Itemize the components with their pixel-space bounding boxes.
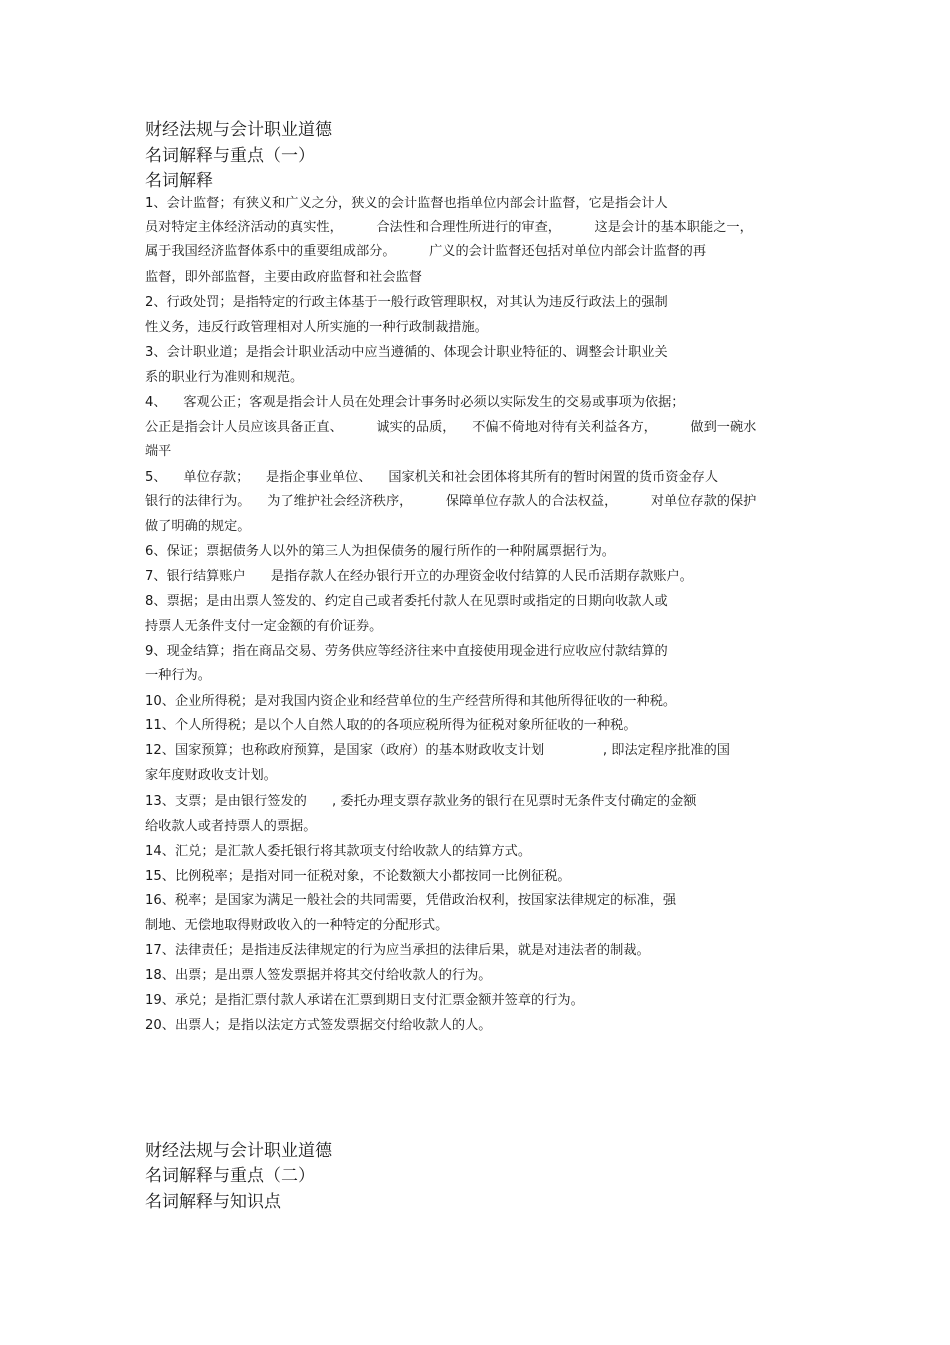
- section1-heading: 名词解释: [145, 171, 213, 191]
- section2-subtitle: 名词解释与重点（二）: [145, 1166, 315, 1186]
- body-line: 制地、无偿地取得财政收入的一种特定的分配形式。: [145, 918, 449, 933]
- body-line: 监督，即外部监督，主要由政府监督和社会监督: [145, 270, 422, 285]
- body-line: 性义务，违反行政管理相对人所实施的一种行政制裁措施。: [145, 320, 488, 335]
- body-line: 1、会计监督；有狭义和广义之分，狭义的会计监督也指单位内部会计监督，它是指会计人: [145, 196, 668, 211]
- body-line: 银行的法律行为。 为了维护社会经济秩序， 保障单位存款人的合法权益， 对单位存款的保护: [145, 494, 757, 509]
- body-line: 端平: [145, 444, 172, 459]
- body-line: 做了明确的规定。: [145, 519, 251, 534]
- body-line: 7、银行结算账户 是指存款人在经办银行开立的办理资金收付结算的人民币活期存款账户。: [145, 569, 693, 584]
- body-line: 系的职业行为准则和规范。: [145, 370, 304, 385]
- body-line: 家年度财政收支计划。: [145, 768, 277, 783]
- body-line: 属于我国经济监督体系中的重要组成部分。 广义的会计监督还包括对单位内部会计监督的再: [145, 244, 707, 259]
- body-line: 17、法律责任；是指违反法律规定的行为应当承担的法律后果，就是对违法者的制裁。: [145, 943, 650, 958]
- body-line: 18、出票；是出票人签发票据并将其交付给收款人的行为。: [145, 968, 492, 983]
- body-line: 20、出票人；是指以法定方式签发票据交付给收款人的人。: [145, 1018, 492, 1033]
- body-line: 16、税率；是国家为满足一般社会的共同需要，凭借政治权利，按国家法律规定的标准，强: [145, 893, 677, 908]
- section1-subtitle: 名词解释与重点（一）: [145, 146, 315, 166]
- body-line: 2、行政处罚；是指特定的行政主体基于一般行政管理职权，对其认为违反行政法上的强制: [145, 295, 668, 310]
- body-line: 15、比例税率；是指对同一征税对象，不论数额大小都按同一比例征税。: [145, 869, 571, 884]
- body-line: 3、会计职业道；是指会计职业活动中应当遵循的、体现会计职业特征的、调整会计职业关: [145, 345, 668, 360]
- body-line: 持票人无条件支付一定金额的有价证券。: [145, 619, 383, 634]
- section1-title: 财经法规与会计职业道德: [145, 120, 332, 140]
- body-line: 给收款人或者持票人的票据。: [145, 819, 317, 834]
- body-line: 12、国家预算；也称政府预算，是国家（政府）的基本财政收支计划 , 即法定程序批准的国: [145, 743, 730, 758]
- section2-title: 财经法规与会计职业道德: [145, 1141, 332, 1161]
- body-line: 19、承兑；是指汇票付款人承诺在汇票到期日支付汇票金额并签章的行为。: [145, 993, 584, 1008]
- body-line: 4、 客观公正；客观是指会计人员在处理会计事务时必须以实际发生的交易或事项为依据；: [145, 395, 685, 410]
- body-line: 5、 单位存款； 是指企事业单位、 国家机关和社会团体将其所有的暂时闲置的货币资金存人: [145, 470, 719, 485]
- body-line: 10、企业所得税；是对我国内资企业和经营单位的生产经营所得和其他所得征收的一种税。: [145, 694, 677, 709]
- body-line: 8、票据；是由出票人签发的、约定自己或者委托付款人在见票时或指定的日期向收款人或: [145, 594, 668, 609]
- section2-heading: 名词解释与知识点: [145, 1192, 281, 1212]
- body-line: 13、支票；是由银行签发的 , 委托办理支票存款业务的银行在见票时无条件支付确定的金额: [145, 794, 697, 809]
- body-line: 9、现金结算；指在商品交易、劳务供应等经济往来中直接使用现金进行应收应付款结算的: [145, 644, 668, 659]
- body-line: 公正是指会计人员应该具备正直、 诚实的品质， 不偏不倚地对待有关利益各方， 做到一碗水: [145, 420, 757, 435]
- body-line: 11、个人所得税；是以个人自然人取的的各项应税所得为征税对象所征收的一种税。: [145, 718, 637, 733]
- body-line: 一种行为。: [145, 668, 211, 683]
- body-line: 14、汇兑；是汇款人委托银行将其款项支付给收款人的结算方式。: [145, 844, 532, 859]
- body-line: 员对特定主体经济活动的真实性， 合法性和合理性所进行的审查， 这是会计的基本职能之一，: [145, 220, 753, 235]
- body-line: 6、保证；票据债务人以外的第三人为担保债务的履行所作的一种附属票据行为。: [145, 544, 615, 559]
